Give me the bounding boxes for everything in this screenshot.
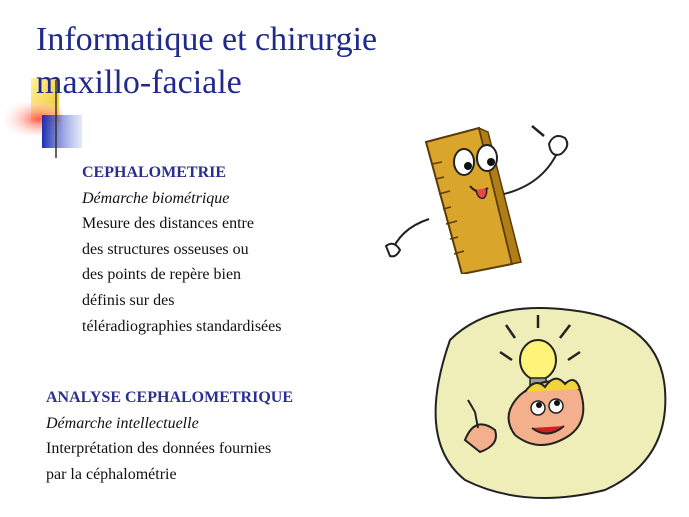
title-line-2: maxillo-faciale: [36, 64, 242, 101]
cephalometrie-line: Mesure des distances entre: [82, 215, 254, 233]
deco-blue-square: [42, 115, 82, 148]
slide-title: [36, 18, 676, 104]
cephalometrie-line: téléradiographies standardisées: [82, 317, 282, 335]
cephalometrie-line: des points de repère bien: [82, 266, 242, 284]
analyse-line: par la céphalométrie: [46, 465, 177, 483]
cephalometrie-section: [82, 160, 281, 339]
title-line-1: Informatique et chirurgie: [36, 21, 378, 58]
cephalometrie-line: des structures osseuses ou: [82, 240, 249, 258]
cephalometrie-line: définis sur des: [82, 291, 175, 309]
analyse-heading: ANALYSE CEPHALOMETRIQUE: [46, 389, 294, 406]
cephalometrie-subtitle: Démarche biométrique: [82, 189, 230, 207]
lightbulb-idea-character-icon: [420, 300, 670, 500]
analyse-line: Interprétation des données fournies: [46, 440, 272, 458]
analyse-section: [46, 385, 293, 487]
analyse-subtitle: Démarche intellectuelle: [46, 414, 199, 432]
ruler-character-icon: [384, 124, 584, 274]
cephalometrie-heading: CEPHALOMETRIE: [82, 164, 227, 181]
